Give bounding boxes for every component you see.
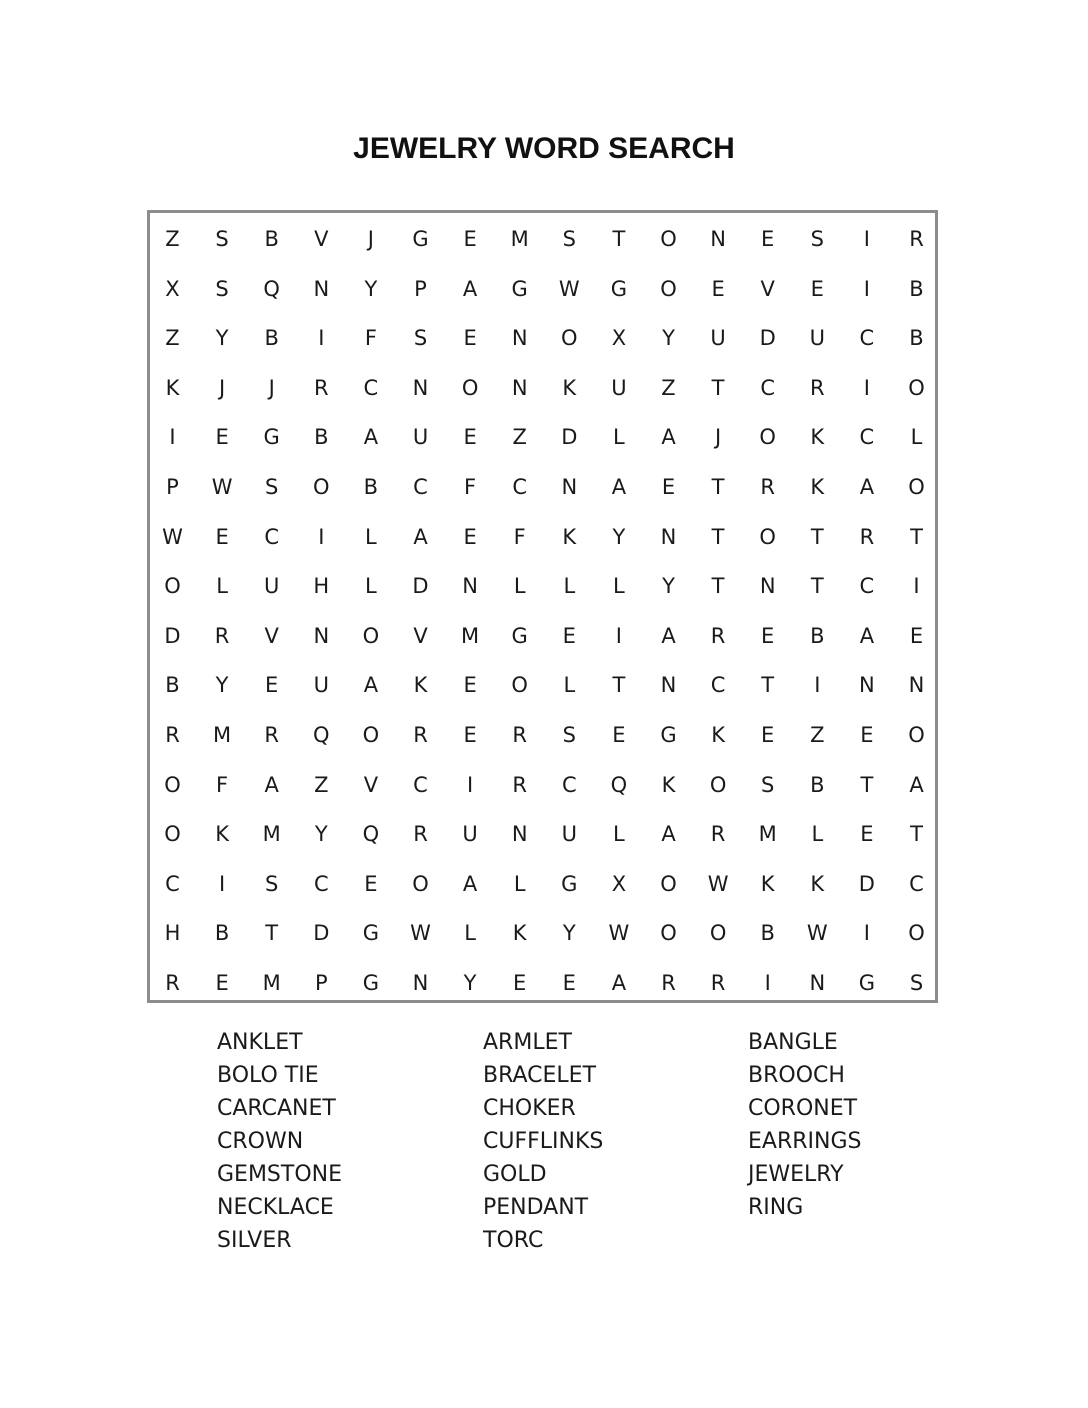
grid-letter[interactable]: N <box>462 574 478 599</box>
grid-row <box>150 710 935 760</box>
grid-letter[interactable]: E <box>364 871 378 896</box>
grid-letter[interactable]: V <box>413 623 428 648</box>
grid-letter[interactable]: R <box>165 723 180 747</box>
grid-letter[interactable]: C <box>413 772 428 797</box>
grid-letter[interactable]: N <box>859 673 875 698</box>
grid-letter[interactable]: I <box>863 227 870 251</box>
grid-letter[interactable]: T <box>711 475 725 499</box>
grid-letter[interactable]: G <box>412 227 429 251</box>
grid-letter[interactable]: L <box>613 822 625 847</box>
grid-letter[interactable]: U <box>710 326 726 351</box>
grid-letter[interactable]: S <box>562 227 576 251</box>
word-item: NECKLACE <box>217 1195 334 1220</box>
grid-letter[interactable]: O <box>461 375 479 400</box>
grid-letter[interactable]: L <box>365 574 377 599</box>
grid-letter[interactable]: B <box>314 425 329 450</box>
grid-letter[interactable]: O <box>759 425 776 450</box>
grid-letter[interactable]: E <box>562 971 576 995</box>
grid-letter[interactable]: K <box>810 475 825 499</box>
grid-letter[interactable]: U <box>611 375 627 400</box>
grid-letter[interactable]: L <box>464 921 476 946</box>
grid-letter[interactable]: T <box>810 574 824 599</box>
grid-letter[interactable]: N <box>412 375 429 400</box>
grid-letter[interactable]: O <box>660 227 677 251</box>
grid-letter[interactable]: B <box>264 326 279 351</box>
grid-letter[interactable]: E <box>761 227 775 251</box>
grid-letter[interactable]: I <box>863 375 870 400</box>
letter-grid <box>147 210 938 1003</box>
grid-letter[interactable]: R <box>165 971 180 995</box>
grid-letter[interactable]: V <box>264 623 279 648</box>
grid-letter[interactable]: R <box>661 971 676 995</box>
word-item: CUFFLINKS <box>483 1129 604 1154</box>
grid-letter[interactable]: W <box>558 276 580 301</box>
word-item: BROOCH <box>748 1063 845 1088</box>
grid-letter[interactable]: I <box>814 673 821 698</box>
grid-letter[interactable]: L <box>216 574 228 599</box>
grid-letter[interactable]: K <box>810 871 825 896</box>
grid-letter[interactable]: N <box>561 475 578 499</box>
grid-letter[interactable]: M <box>510 227 529 251</box>
word-item: GOLD <box>483 1162 547 1187</box>
grid-letter[interactable]: G <box>263 425 280 450</box>
grid-letter[interactable]: A <box>909 772 924 797</box>
grid-letter[interactable]: A <box>462 276 478 301</box>
grid-letter[interactable]: E <box>761 723 775 747</box>
word-item: EARRINGS <box>748 1129 862 1154</box>
grid-letter[interactable]: E <box>463 723 477 747</box>
grid-letter[interactable]: G <box>561 871 578 896</box>
grid-letter[interactable]: Q <box>610 772 628 797</box>
grid-row <box>150 611 935 661</box>
word-item: BANGLE <box>748 1030 838 1055</box>
grid-letter[interactable]: E <box>215 971 229 995</box>
grid-letter[interactable]: L <box>613 574 625 599</box>
grid-letter[interactable]: T <box>612 227 626 251</box>
grid-letter[interactable]: I <box>863 921 870 946</box>
grid-letter[interactable]: W <box>707 871 729 896</box>
grid-letter[interactable]: U <box>462 822 478 847</box>
grid-letter[interactable]: R <box>810 375 825 400</box>
grid-letter[interactable]: Y <box>662 326 675 351</box>
grid-letter[interactable]: S <box>761 772 775 797</box>
grid-letter[interactable]: F <box>464 475 477 499</box>
grid-letter[interactable]: T <box>711 574 725 599</box>
grid-letter[interactable]: F <box>364 326 377 351</box>
page-title: JEWELRY WORD SEARCH <box>353 132 735 165</box>
grid-letter[interactable]: O <box>759 524 776 549</box>
grid-letter[interactable]: I <box>913 574 920 599</box>
grid-letter[interactable]: N <box>660 673 677 698</box>
grid-letter[interactable]: R <box>909 227 924 251</box>
grid-letter[interactable]: P <box>314 971 328 995</box>
grid-letter[interactable]: O <box>164 772 181 797</box>
word-item: GEMSTONE <box>217 1162 343 1187</box>
grid-letter[interactable]: O <box>660 921 677 946</box>
grid-letter[interactable]: C <box>859 425 875 450</box>
grid-letter[interactable]: V <box>363 772 379 797</box>
grid-letter[interactable]: W <box>608 921 630 946</box>
grid-row <box>150 809 935 859</box>
grid-letter[interactable]: B <box>363 475 379 499</box>
grid-letter[interactable]: N <box>710 227 726 251</box>
grid-letter[interactable]: Y <box>314 822 328 847</box>
grid-letter[interactable]: O <box>660 871 677 896</box>
grid-letter[interactable]: F <box>513 524 526 549</box>
grid-letter[interactable]: H <box>164 921 181 946</box>
grid-letter[interactable]: C <box>909 871 924 896</box>
grid-letter[interactable]: G <box>858 971 876 995</box>
grid-letter[interactable]: P <box>414 276 427 301</box>
grid-letter[interactable]: A <box>661 425 676 450</box>
grid-row <box>150 412 935 462</box>
word-item: CARCANET <box>217 1096 336 1121</box>
grid-letter[interactable]: I <box>615 623 622 648</box>
grid-letter[interactable]: C <box>859 326 875 351</box>
grid-letter[interactable]: G <box>362 921 380 946</box>
grid-letter[interactable]: G <box>610 276 628 301</box>
grid-letter[interactable]: S <box>909 971 924 995</box>
grid-letter[interactable]: S <box>562 723 576 747</box>
grid-letter[interactable]: D <box>858 871 875 896</box>
word-item: CROWN <box>217 1129 304 1154</box>
grid-letter[interactable]: Y <box>562 921 576 946</box>
grid-letter[interactable]: T <box>711 375 725 400</box>
grid-letter[interactable]: N <box>511 326 528 351</box>
grid-letter[interactable]: T <box>910 822 923 847</box>
grid-letter[interactable]: E <box>860 723 874 747</box>
word-item: SILVER <box>217 1228 292 1253</box>
grid-letter[interactable]: K <box>661 772 676 797</box>
grid-letter[interactable]: R <box>760 475 775 499</box>
grid-letter[interactable]: E <box>463 326 477 351</box>
grid-letter[interactable]: S <box>810 227 824 251</box>
grid-letter[interactable]: A <box>661 623 676 648</box>
grid-letter[interactable]: E <box>761 623 775 648</box>
grid-letter[interactable]: O <box>709 772 727 797</box>
grid-letter[interactable]: O <box>908 375 925 400</box>
grid-letter[interactable]: X <box>611 326 627 351</box>
grid-letter[interactable]: Y <box>364 276 378 301</box>
grid-letter[interactable]: E <box>909 623 924 648</box>
grid-letter[interactable]: X <box>611 871 627 896</box>
grid-letter[interactable]: M <box>461 623 480 648</box>
grid-letter[interactable]: O <box>709 921 727 946</box>
grid-letter[interactable]: E <box>661 475 676 499</box>
grid-letter[interactable]: E <box>463 227 477 251</box>
grid-letter[interactable]: N <box>660 524 677 549</box>
grid-letter[interactable]: W <box>162 524 183 549</box>
grid-letter[interactable]: X <box>165 276 180 301</box>
grid-letter[interactable]: Y <box>463 971 477 995</box>
grid-letter[interactable]: K <box>512 921 527 946</box>
grid-row <box>150 660 935 710</box>
grid-letter[interactable]: S <box>265 871 279 896</box>
grid-letter[interactable]: Y <box>215 673 229 698</box>
grid-letter[interactable]: R <box>413 822 428 847</box>
grid-letter[interactable]: A <box>661 822 676 847</box>
grid-letter[interactable]: Q <box>313 723 330 747</box>
word-column <box>217 1026 342 1257</box>
grid-row <box>150 561 935 611</box>
grid-letter[interactable]: R <box>264 723 279 747</box>
grid-letter[interactable]: B <box>760 921 775 946</box>
grid-letter[interactable]: J <box>714 425 722 450</box>
grid-letter[interactable]: Q <box>362 822 380 847</box>
word-item: JEWELRY <box>748 1162 844 1187</box>
grid-letter[interactable]: C <box>561 772 577 797</box>
grid-row <box>150 958 935 1008</box>
grid-letter[interactable]: A <box>611 475 627 499</box>
grid-letter[interactable]: A <box>264 772 279 797</box>
grid-letter[interactable]: A <box>462 871 478 896</box>
grid-letter[interactable]: R <box>710 623 726 648</box>
grid-letter[interactable]: L <box>513 574 526 599</box>
grid-row <box>150 512 935 562</box>
grid-letter[interactable]: R <box>413 723 428 747</box>
grid-letter[interactable]: T <box>612 673 626 698</box>
grid-letter[interactable]: R <box>859 524 875 549</box>
word-item: BOLO TIE <box>217 1063 319 1088</box>
grid-letter[interactable]: K <box>165 375 180 400</box>
word-item: ARMLET <box>483 1030 572 1055</box>
grid-letter[interactable]: A <box>859 623 875 648</box>
grid-letter[interactable]: B <box>214 921 230 946</box>
grid-letter[interactable]: N <box>412 971 429 995</box>
grid-letter[interactable]: K <box>215 822 229 847</box>
grid-letter[interactable]: E <box>215 524 229 549</box>
grid-letter[interactable]: D <box>759 326 776 351</box>
grid-letter[interactable]: Z <box>810 723 825 747</box>
grid-letter[interactable]: A <box>363 673 379 698</box>
grid-letter[interactable]: K <box>711 723 725 747</box>
grid-letter[interactable]: B <box>909 326 924 351</box>
grid-letter[interactable]: Z <box>661 375 676 400</box>
grid-letter[interactable]: L <box>513 871 526 896</box>
word-column <box>483 1026 603 1257</box>
grid-letter[interactable]: G <box>511 276 528 301</box>
grid-letter[interactable]: C <box>710 673 726 698</box>
grid-row <box>150 760 935 810</box>
grid-letter[interactable]: T <box>711 524 725 549</box>
grid-letter[interactable]: T <box>860 772 874 797</box>
grid-letter[interactable]: L <box>613 425 625 450</box>
grid-letter[interactable]: J <box>268 375 275 400</box>
grid-letter[interactable]: C <box>363 375 379 400</box>
grid-letter[interactable]: F <box>216 772 229 797</box>
grid-letter[interactable]: C <box>859 574 875 599</box>
grid-letter[interactable]: L <box>563 574 576 599</box>
grid-letter[interactable]: N <box>313 276 330 301</box>
grid-letter[interactable]: T <box>761 673 775 698</box>
grid-letter[interactable]: P <box>166 475 179 499</box>
grid-letter[interactable]: O <box>561 326 578 351</box>
grid-letter[interactable]: E <box>463 524 477 549</box>
grid-letter[interactable]: O <box>362 623 380 648</box>
grid-letter[interactable]: I <box>218 871 226 896</box>
grid-letter[interactable]: E <box>562 623 576 648</box>
grid-letter[interactable]: M <box>213 723 232 747</box>
grid-letter[interactable]: S <box>215 227 229 251</box>
grid-letter[interactable]: L <box>910 425 923 450</box>
grid-letter[interactable]: R <box>512 772 527 797</box>
grid-row <box>150 462 935 512</box>
grid-letter[interactable]: K <box>562 375 577 400</box>
grid-letter[interactable]: C <box>264 524 280 549</box>
grid-letter[interactable]: N <box>908 673 925 698</box>
grid-letter[interactable]: O <box>511 673 528 698</box>
grid-letter[interactable]: C <box>313 871 329 896</box>
grid-letter[interactable]: S <box>265 475 279 499</box>
grid-letter[interactable]: Y <box>662 574 675 599</box>
grid-letter[interactable]: I <box>466 772 474 797</box>
grid-letter[interactable]: U <box>809 326 825 351</box>
grid-letter[interactable]: C <box>165 871 180 896</box>
grid-letter[interactable]: D <box>412 574 429 599</box>
grid-letter[interactable]: O <box>908 475 925 499</box>
grid-letter[interactable]: D <box>164 623 181 648</box>
grid-letter[interactable]: K <box>413 673 428 698</box>
grid-letter[interactable]: B <box>165 673 180 698</box>
word-item: TORC <box>483 1228 544 1253</box>
grid-letter[interactable]: R <box>710 822 726 847</box>
word-item: CORONET <box>748 1096 858 1121</box>
grid-letter[interactable]: V <box>760 276 775 301</box>
grid-letter[interactable]: O <box>164 822 181 847</box>
grid-letter[interactable]: E <box>513 971 527 995</box>
grid-letter[interactable]: C <box>760 375 776 400</box>
grid-letter[interactable]: D <box>313 921 330 946</box>
grid-letter[interactable]: N <box>511 375 528 400</box>
grid-letter[interactable]: R <box>512 723 527 747</box>
word-column <box>748 1026 861 1224</box>
grid-letter[interactable]: E <box>463 425 477 450</box>
grid-letter[interactable]: E <box>810 276 824 301</box>
grid-letter[interactable]: N <box>759 574 776 599</box>
grid-row <box>150 264 935 314</box>
grid-letter[interactable]: J <box>367 227 374 251</box>
grid-letter[interactable]: O <box>362 723 380 747</box>
grid-letter[interactable]: O <box>412 871 429 896</box>
grid-letter[interactable]: A <box>611 971 627 995</box>
grid-row <box>150 908 935 958</box>
grid-letter[interactable]: A <box>413 524 428 549</box>
grid-letter[interactable]: Z <box>512 425 527 450</box>
grid-letter[interactable]: D <box>561 425 578 450</box>
grid-letter[interactable]: I <box>318 524 325 549</box>
grid-letter[interactable]: O <box>908 723 925 747</box>
grid-letter[interactable]: R <box>214 623 230 648</box>
grid-letter[interactable]: O <box>313 475 330 499</box>
grid-letter[interactable]: L <box>563 673 576 698</box>
grid-letter[interactable]: O <box>660 276 677 301</box>
grid-letter[interactable]: T <box>810 524 824 549</box>
grid-letter[interactable]: T <box>265 921 279 946</box>
grid-letter[interactable]: Z <box>314 772 329 797</box>
grid-letter[interactable]: N <box>809 971 826 995</box>
grid-letter[interactable]: O <box>908 921 925 946</box>
grid-letter[interactable]: J <box>218 375 226 400</box>
grid-row <box>150 859 935 909</box>
grid-letter[interactable]: C <box>512 475 528 499</box>
grid-letter[interactable]: Q <box>263 276 280 301</box>
grid-letter[interactable]: I <box>169 425 176 450</box>
grid-letter[interactable]: M <box>262 822 281 847</box>
grid-letter[interactable]: E <box>711 276 725 301</box>
grid-letter[interactable]: B <box>264 227 279 251</box>
grid-letter[interactable]: E <box>612 723 626 747</box>
grid-letter[interactable]: G <box>362 971 380 995</box>
word-item: ANKLET <box>217 1030 303 1055</box>
grid-letter[interactable]: B <box>810 623 825 648</box>
grid-letter[interactable]: R <box>710 971 726 995</box>
grid-letter[interactable]: H <box>313 574 330 599</box>
grid-letter[interactable]: G <box>511 623 528 648</box>
word-item: PENDANT <box>483 1195 589 1220</box>
grid-letter[interactable]: K <box>760 871 775 896</box>
grid-letter[interactable]: M <box>758 822 777 847</box>
grid-letter[interactable]: U <box>412 425 429 450</box>
grid-letter[interactable]: I <box>863 276 870 301</box>
word-item: BRACELET <box>483 1063 597 1088</box>
grid-row <box>150 363 935 413</box>
grid-letter[interactable]: S <box>215 276 229 301</box>
grid-letter[interactable]: U <box>313 673 329 698</box>
grid-letter[interactable]: Y <box>612 524 626 549</box>
grid-letter[interactable]: V <box>314 227 329 251</box>
grid-letter[interactable]: L <box>811 822 824 847</box>
grid-letter[interactable]: Y <box>215 326 229 351</box>
grid-letter[interactable]: M <box>262 971 281 995</box>
grid-letter[interactable]: I <box>318 326 325 351</box>
grid-letter[interactable]: B <box>810 772 825 797</box>
grid-letter[interactable]: A <box>363 425 379 450</box>
grid-letter[interactable]: C <box>413 475 428 499</box>
word-item: CHOKER <box>483 1096 576 1121</box>
grid-letter[interactable]: E <box>215 425 229 450</box>
grid-letter[interactable]: N <box>313 623 330 648</box>
grid-letter[interactable]: O <box>164 574 181 599</box>
grid-letter[interactable]: U <box>561 822 577 847</box>
grid-letter[interactable]: T <box>910 524 923 549</box>
grid-letter[interactable]: R <box>314 375 329 400</box>
grid-letter[interactable]: N <box>511 822 528 847</box>
grid-letter[interactable]: G <box>660 723 677 747</box>
grid-letter[interactable]: W <box>410 921 431 946</box>
grid-letter[interactable]: S <box>413 326 428 351</box>
grid-letter[interactable]: B <box>909 276 924 301</box>
grid-row <box>150 214 935 264</box>
grid-row <box>150 313 935 363</box>
grid-letter[interactable]: K <box>562 524 577 549</box>
grid-letter[interactable]: K <box>810 425 825 450</box>
grid-letter[interactable]: Z <box>165 227 180 251</box>
word-item: RING <box>748 1195 804 1220</box>
grid-letter[interactable]: L <box>365 524 377 549</box>
grid-letter[interactable]: A <box>859 475 875 499</box>
grid-letter[interactable]: E <box>463 673 477 698</box>
grid-letter[interactable]: I <box>764 971 771 995</box>
grid-letter[interactable]: W <box>806 921 828 946</box>
grid-letter[interactable]: Z <box>165 326 180 351</box>
grid-letter[interactable]: E <box>265 673 279 698</box>
grid-letter[interactable]: E <box>860 822 874 847</box>
grid-letter[interactable]: W <box>211 475 233 499</box>
grid-letter[interactable]: U <box>264 574 280 599</box>
